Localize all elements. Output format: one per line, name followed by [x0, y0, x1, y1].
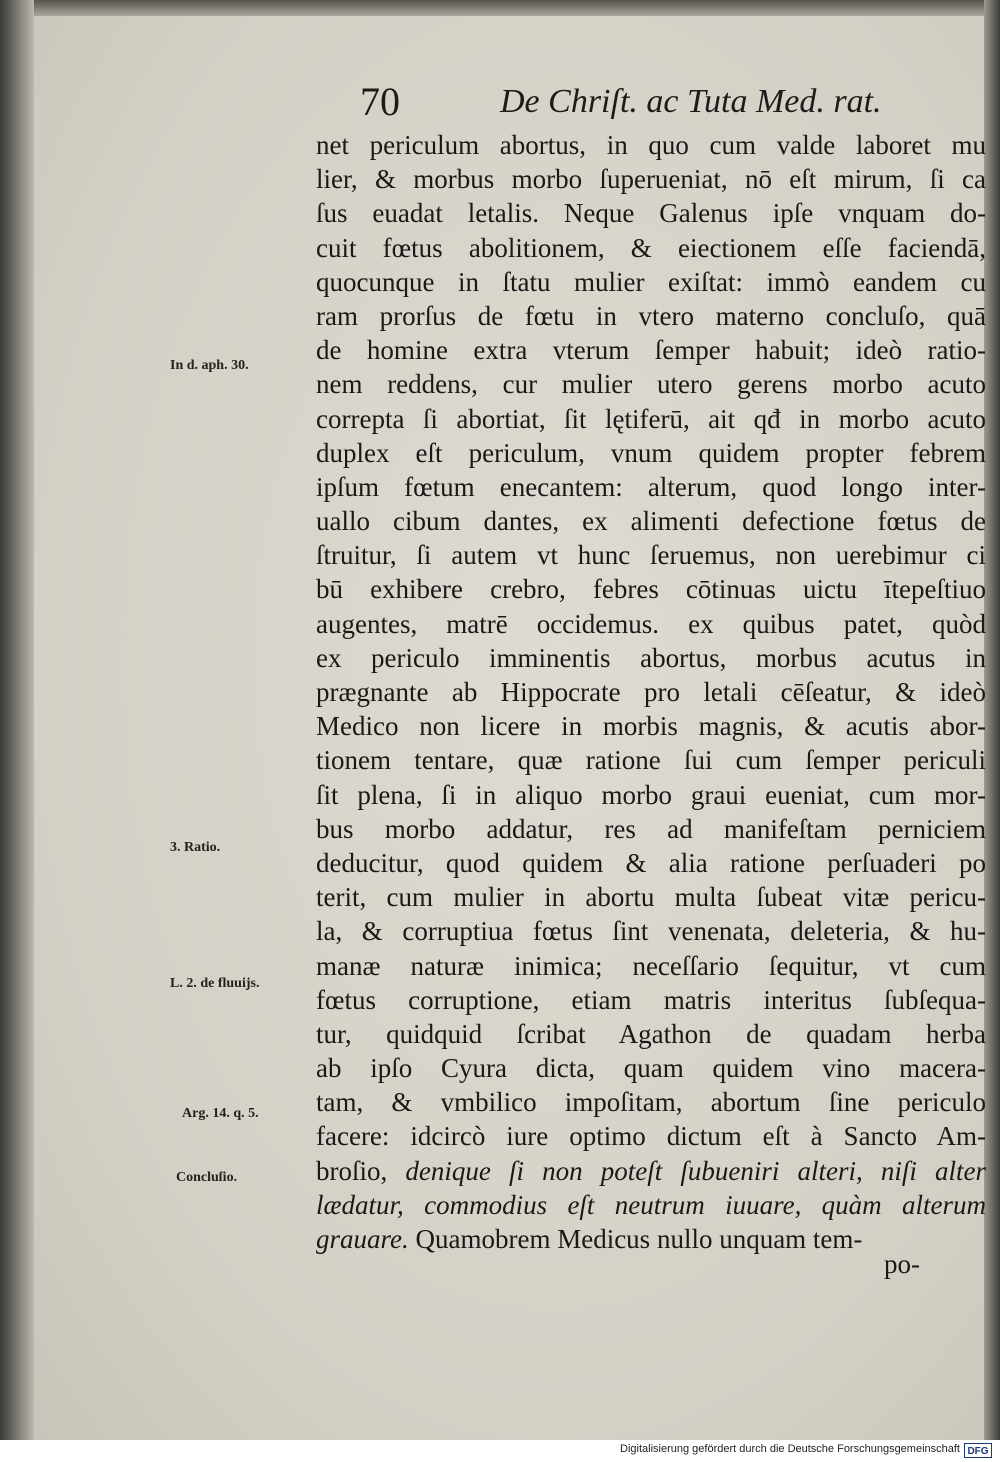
scan-edge-top	[0, 0, 1000, 16]
italic-quote: denique ſi non poteſt ſubueniri alteri, niſi alter	[405, 1155, 986, 1186]
scan-edge-left	[0, 0, 34, 1440]
text-line: ipſum fœtum enecantem: alterum, quod longo inter-	[316, 471, 986, 502]
running-title: De Chriſt. ac Tuta Med. rat.	[500, 83, 882, 120]
page-number: 70	[360, 79, 400, 124]
footer-bar	[0, 1440, 1000, 1462]
marginal-note: L. 2. de fluuijs.	[170, 976, 260, 991]
text-line: quocunque in ſtatu mulier exiſtat: immò eandem cu	[316, 266, 986, 297]
text-line: augentes, matrē occidemus. ex quibus patet, quòd	[316, 608, 986, 639]
text-line: lier, & morbus morbo ſuperueniat, nō eſt mirum, ſi ca	[316, 164, 986, 195]
text-line: ex periculo imminentis abortus, morbus acutus in	[316, 642, 986, 673]
text-line: bus morbo addatur, res ad manifeſtam perniciem	[316, 813, 986, 844]
text-line: correpta ſi abortiat, ſit lętiferū, ait qđ in morbo acuto	[316, 403, 986, 434]
marginal-note: In d. aph. 30.	[170, 358, 249, 373]
text-line: ſus euadat letalis. Neque Galenus ipſe vnquam do-	[316, 198, 986, 229]
digitization-credit: Digitalisierung gefördert durch die Deutsche Forschungsgemeinschaft	[620, 1443, 960, 1455]
catchword: po-	[884, 1249, 920, 1279]
text-line: tur, quidquid ſcribat Agathon de quadam herba	[316, 1018, 986, 1049]
text-line: net periculum abortus, in quo cum valde laboret mu	[316, 130, 986, 160]
page-header	[360, 79, 882, 124]
scan-edge-right	[984, 0, 1000, 1440]
text-line: la, & corruptiua fœtus ſint venenata, deleteria, & hu-	[316, 916, 986, 947]
text-line: uallo cibum dantes, ex alimenti defectione fœtus de	[316, 506, 986, 537]
text-line: tionem tentare, quæ ratione ſui cum ſemper periculi	[316, 745, 986, 776]
text-segment: broſio,	[316, 1155, 388, 1186]
body-text	[316, 128, 986, 1256]
text-line: deducitur, quod quidem & alia ratione perſuaderi po	[316, 847, 986, 878]
text-line: ſit plena, ſi in aliquo morbo graui eueniat, cum mor-	[316, 779, 986, 810]
marginal-note: 3. Ratio.	[170, 840, 221, 855]
text-line: prægnante ab Hippocrate pro letali cēſeatur, & ideò	[316, 677, 986, 707]
text-line: manæ naturæ inimica; neceſſario ſequitur, vt cum	[316, 950, 986, 981]
dfg-logo: DFG	[964, 1443, 992, 1458]
text-line: ab ipſo Cyura dicta, quam quidem vino macera-	[316, 1053, 986, 1084]
text-line-mixed	[316, 1154, 986, 1188]
text-segment: Quamobrem Medicus nullo unquam tem-	[415, 1224, 863, 1254]
text-line: nem reddens, cur mulier utero gerens morbo acuto	[316, 369, 986, 400]
text-line: tam, & vmbilico impoſitam, abortum ſine periculo	[316, 1087, 986, 1118]
text-line: Medico non licere in morbis magnis, & acutis abor-	[316, 711, 986, 742]
text-line: bū exhibere crebro, febres cōtinuas uictu ītepeſtiuo	[316, 574, 986, 605]
italic-quote-line: lædatur, commodius eſt neutrum iuuare, quàm alterum	[316, 1189, 986, 1220]
text-line: facere: idcircò iure optimo dictum eſt à Sancto Am-	[316, 1121, 986, 1152]
marginal-note: Arg. 14. q. 5.	[182, 1106, 259, 1121]
text-line: de homine extra vterum ſemper habuit; ideò ratio-	[316, 335, 986, 366]
marginal-note: Concluſio.	[176, 1170, 238, 1185]
text-line: duplex eſt periculum, vnum quidem propter febrem	[316, 437, 986, 468]
text-line: ram prorſus de fœtu in vtero materno concluſo, quā	[316, 300, 986, 331]
italic-quote: grauare.	[316, 1224, 409, 1254]
text-line: terit, cum mulier in abortu multa ſubeat vitæ pericu-	[316, 882, 986, 913]
text-line: cuit fœtus abolitionem, & eiectionem eſſe faciendā,	[316, 232, 986, 263]
text-line: ſtruitur, ſi autem vt hunc ſeruemus, non uerebimur ci	[316, 540, 986, 571]
text-line: fœtus corruptione, etiam matris interitus ſubſequa-	[316, 984, 986, 1015]
